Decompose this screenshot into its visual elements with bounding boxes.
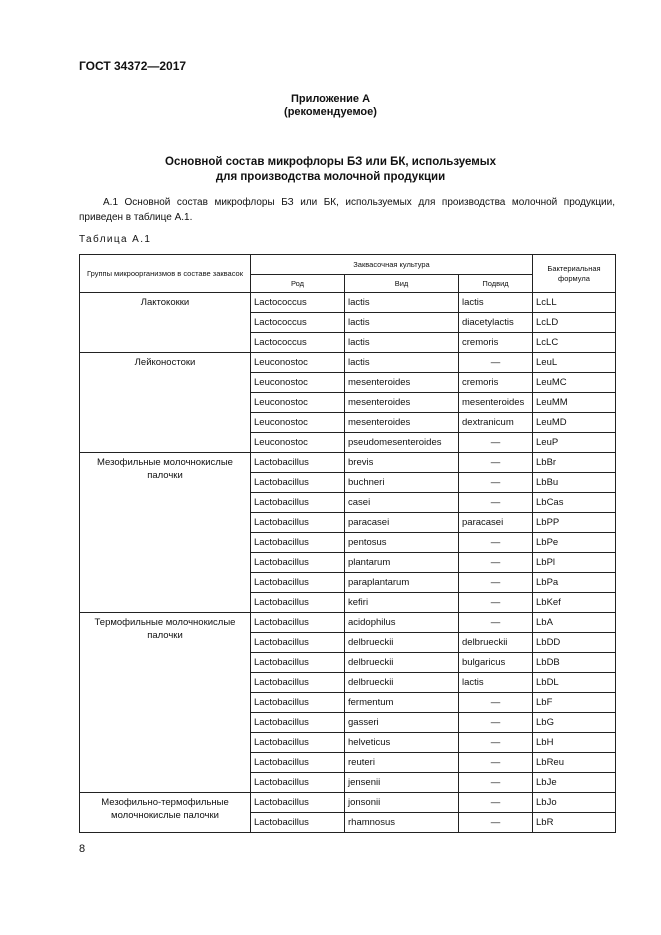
formula-cell: LcLC bbox=[533, 333, 616, 353]
species-cell: delbrueckii bbox=[345, 673, 459, 693]
species-cell: buchneri bbox=[345, 473, 459, 493]
formula-cell: LcLL bbox=[533, 293, 616, 313]
subspecies-cell: lactis bbox=[459, 673, 533, 693]
formula-cell: LbR bbox=[533, 813, 616, 833]
species-cell: reuteri bbox=[345, 753, 459, 773]
subspecies-cell: — bbox=[459, 473, 533, 493]
species-cell: delbrueckii bbox=[345, 633, 459, 653]
species-cell: acidophilus bbox=[345, 613, 459, 633]
subspecies-cell: — bbox=[459, 693, 533, 713]
group-name-cell: Термофильные молочнокислые палочки bbox=[80, 613, 251, 793]
heading-line-2: для производства молочной продукции bbox=[215, 171, 446, 183]
genus-cell: Lactobacillus bbox=[251, 593, 345, 613]
subspecies-cell: bulgaricus bbox=[459, 653, 533, 673]
subspecies-cell: — bbox=[459, 433, 533, 453]
group-name-cell: Лактококки bbox=[80, 293, 251, 353]
formula-cell: LbA bbox=[533, 613, 616, 633]
formula-cell: LbPl bbox=[533, 553, 616, 573]
genus-cell: Lactobacillus bbox=[251, 673, 345, 693]
subspecies-cell: — bbox=[459, 573, 533, 593]
species-cell: rhamnosus bbox=[345, 813, 459, 833]
genus-cell: Lactobacillus bbox=[251, 453, 345, 473]
formula-cell: LbPa bbox=[533, 573, 616, 593]
appendix-line-1: Приложение А bbox=[290, 93, 371, 105]
subspecies-cell: — bbox=[459, 713, 533, 733]
formula-cell: LcLD bbox=[533, 313, 616, 333]
species-cell: brevis bbox=[345, 453, 459, 473]
genus-cell: Leuconostoc bbox=[251, 353, 345, 373]
genus-cell: Lactobacillus bbox=[251, 733, 345, 753]
genus-cell: Lactobacillus bbox=[251, 613, 345, 633]
species-cell: pentosus bbox=[345, 533, 459, 553]
header-species: Вид bbox=[345, 275, 459, 293]
header-formula: Бактериальная формула bbox=[533, 255, 616, 293]
species-cell: mesenteroides bbox=[345, 393, 459, 413]
formula-cell: LbKef bbox=[533, 593, 616, 613]
genus-cell: Lactobacillus bbox=[251, 653, 345, 673]
genus-cell: Lactococcus bbox=[251, 313, 345, 333]
formula-cell: LeuP bbox=[533, 433, 616, 453]
species-cell: helveticus bbox=[345, 733, 459, 753]
header-groups: Группы микроорганизмов в составе заквасок bbox=[80, 255, 251, 293]
appendix-title bbox=[0, 93, 661, 119]
formula-cell: LbPP bbox=[533, 513, 616, 533]
genus-cell: Lactobacillus bbox=[251, 793, 345, 813]
genus-cell: Leuconostoc bbox=[251, 413, 345, 433]
genus-cell: Lactobacillus bbox=[251, 573, 345, 593]
species-cell: jonsonii bbox=[345, 793, 459, 813]
species-cell: plantarum bbox=[345, 553, 459, 573]
species-cell: gasseri bbox=[345, 713, 459, 733]
formula-cell: LbH bbox=[533, 733, 616, 753]
species-cell: casei bbox=[345, 493, 459, 513]
subspecies-cell: — bbox=[459, 553, 533, 573]
formula-cell: LbJe bbox=[533, 773, 616, 793]
subspecies-cell: — bbox=[459, 733, 533, 753]
subspecies-cell: — bbox=[459, 493, 533, 513]
formula-cell: LbBu bbox=[533, 473, 616, 493]
header-genus: Род bbox=[251, 275, 345, 293]
subspecies-cell: mesenteroides bbox=[459, 393, 533, 413]
subspecies-cell: diacetylactis bbox=[459, 313, 533, 333]
genus-cell: Lactobacillus bbox=[251, 693, 345, 713]
appendix-line-2: (рекомендуемое) bbox=[284, 106, 377, 118]
microflora-table bbox=[79, 254, 616, 833]
formula-cell: LeuMD bbox=[533, 413, 616, 433]
group-name-cell: Лейконостоки bbox=[80, 353, 251, 453]
formula-cell: LeuMC bbox=[533, 373, 616, 393]
table-row bbox=[80, 613, 616, 633]
group-name-cell: Мезофильно-термофильные молочнокислые палочки bbox=[80, 793, 251, 833]
formula-cell: LeuL bbox=[533, 353, 616, 373]
genus-cell: Lactobacillus bbox=[251, 513, 345, 533]
formula-cell: LbPe bbox=[533, 533, 616, 553]
group-name-cell: Мезофильные молочнокислые палочки bbox=[80, 453, 251, 613]
formula-cell: LbDD bbox=[533, 633, 616, 653]
subspecies-cell: — bbox=[459, 773, 533, 793]
subspecies-cell: delbrueckii bbox=[459, 633, 533, 653]
heading-line-1: Основной состав микрофлоры БЗ или БК, используемых bbox=[165, 156, 496, 168]
section-heading bbox=[0, 155, 661, 185]
document-code: ГОСТ 34372—2017 bbox=[79, 59, 187, 73]
intro-paragraph: А.1 Основной состав микрофлоры БЗ или БК, используемых для производства молочной продукции, приведен в таблице А.1. bbox=[79, 197, 615, 223]
subspecies-cell: — bbox=[459, 813, 533, 833]
table-caption: Таблица А.1 bbox=[79, 234, 152, 245]
subspecies-cell: cremoris bbox=[459, 333, 533, 353]
species-cell: mesenteroides bbox=[345, 373, 459, 393]
genus-cell: Leuconostoc bbox=[251, 433, 345, 453]
species-cell: delbrueckii bbox=[345, 653, 459, 673]
genus-cell: Lactobacillus bbox=[251, 753, 345, 773]
genus-cell: Lactobacillus bbox=[251, 473, 345, 493]
table-row bbox=[80, 453, 616, 473]
page-number: 8 bbox=[79, 843, 86, 855]
genus-cell: Lactobacillus bbox=[251, 493, 345, 513]
table-row bbox=[80, 793, 616, 813]
formula-cell: LbDL bbox=[533, 673, 616, 693]
formula-cell: LbBr bbox=[533, 453, 616, 473]
subspecies-cell: — bbox=[459, 533, 533, 553]
species-cell: mesenteroides bbox=[345, 413, 459, 433]
genus-cell: Leuconostoc bbox=[251, 373, 345, 393]
subspecies-cell: — bbox=[459, 613, 533, 633]
subspecies-cell: lactis bbox=[459, 293, 533, 313]
subspecies-cell: — bbox=[459, 453, 533, 473]
genus-cell: Leuconostoc bbox=[251, 393, 345, 413]
species-cell: lactis bbox=[345, 333, 459, 353]
formula-cell: LbReu bbox=[533, 753, 616, 773]
subspecies-cell: paracasei bbox=[459, 513, 533, 533]
genus-cell: Lactobacillus bbox=[251, 533, 345, 553]
species-cell: lactis bbox=[345, 313, 459, 333]
species-cell: lactis bbox=[345, 353, 459, 373]
table-row bbox=[80, 293, 616, 313]
species-cell: kefiri bbox=[345, 593, 459, 613]
species-cell: jensenii bbox=[345, 773, 459, 793]
subspecies-cell: — bbox=[459, 353, 533, 373]
subspecies-cell: — bbox=[459, 593, 533, 613]
subspecies-cell: cremoris bbox=[459, 373, 533, 393]
genus-cell: Lactococcus bbox=[251, 293, 345, 313]
formula-cell: LbCas bbox=[533, 493, 616, 513]
genus-cell: Lactobacillus bbox=[251, 553, 345, 573]
subspecies-cell: — bbox=[459, 753, 533, 773]
formula-cell: LbDB bbox=[533, 653, 616, 673]
subspecies-cell: dextranicum bbox=[459, 413, 533, 433]
formula-cell: LeuMM bbox=[533, 393, 616, 413]
genus-cell: Lactobacillus bbox=[251, 713, 345, 733]
species-cell: pseudomesenteroides bbox=[345, 433, 459, 453]
genus-cell: Lactococcus bbox=[251, 333, 345, 353]
header-culture: Заквасочная культура bbox=[251, 255, 533, 275]
table-body bbox=[80, 293, 616, 833]
species-cell: lactis bbox=[345, 293, 459, 313]
species-cell: fermentum bbox=[345, 693, 459, 713]
genus-cell: Lactobacillus bbox=[251, 813, 345, 833]
species-cell: paraplantarum bbox=[345, 573, 459, 593]
subspecies-cell: — bbox=[459, 793, 533, 813]
species-cell: paracasei bbox=[345, 513, 459, 533]
header-subspecies: Подвид bbox=[459, 275, 533, 293]
genus-cell: Lactobacillus bbox=[251, 773, 345, 793]
table-row bbox=[80, 353, 616, 373]
formula-cell: LbJo bbox=[533, 793, 616, 813]
formula-cell: LbG bbox=[533, 713, 616, 733]
genus-cell: Lactobacillus bbox=[251, 633, 345, 653]
formula-cell: LbF bbox=[533, 693, 616, 713]
